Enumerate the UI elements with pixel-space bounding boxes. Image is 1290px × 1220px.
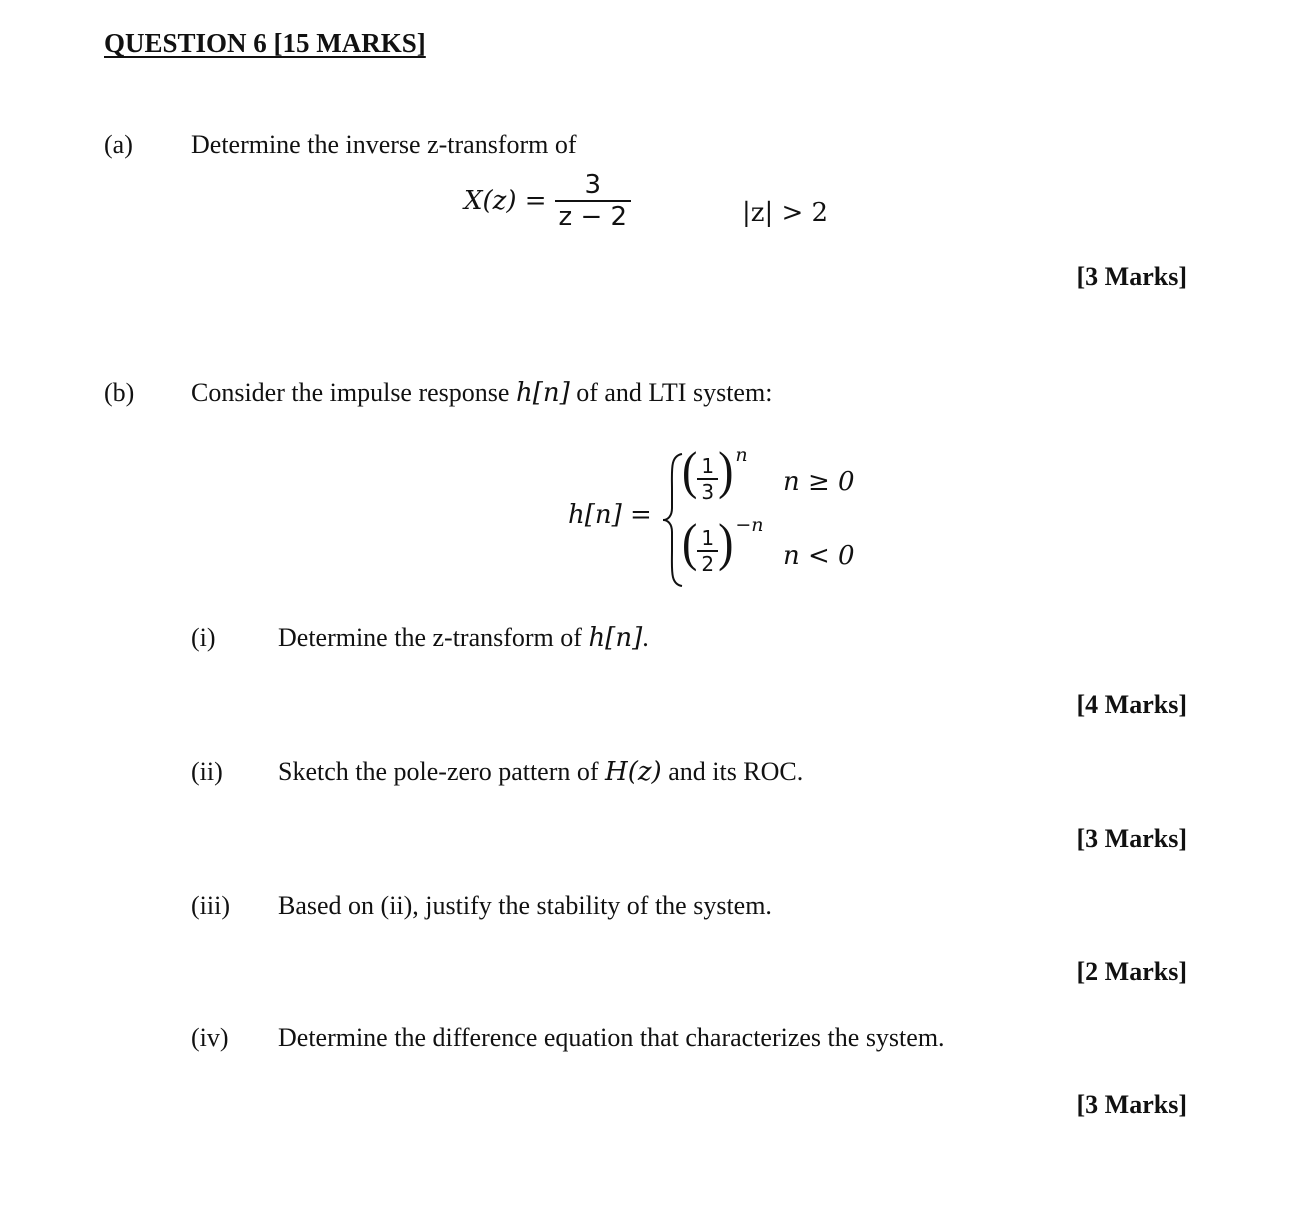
part-b-prompt <box>191 378 772 408</box>
subpart-i-text: Determine the z-transform of h[n]. <box>278 623 649 653</box>
piecewise-case-2 <box>682 513 764 576</box>
case-2-exponent: −n <box>735 514 764 536</box>
part-a-fraction <box>555 170 632 232</box>
subpart-iii-label: (iii) <box>191 891 230 920</box>
part-a-label: (a) <box>104 130 133 159</box>
subpart-i-marks: [4 Marks] <box>1076 690 1187 719</box>
subpart-ii-marks: [3 Marks] <box>1076 824 1187 853</box>
case-1-fraction <box>697 454 718 504</box>
part-b-prompt-post: of and LTI system: <box>569 378 773 407</box>
subpart-ii-text: Sketch the pole-zero pattern of H(z) and its ROC. <box>278 757 804 787</box>
part-a-marks: [3 Marks] <box>1076 262 1187 291</box>
subpart-i-label: (i) <box>191 623 216 652</box>
subpart-iv-text: Determine the difference equation that characterizes the system. <box>278 1023 945 1052</box>
case-2-fraction <box>697 526 718 576</box>
case-1-denominator: 3 <box>701 480 715 504</box>
subpart-iii-text: Based on (ii), justify the stability of the system. <box>278 891 772 920</box>
part-a-roc: |z| > 2 <box>742 198 829 228</box>
part-b-eq-lhs: h[n] = <box>568 500 652 530</box>
subpart-iv-label: (iv) <box>191 1023 229 1052</box>
question-heading: QUESTION 6 [15 MARKS] <box>104 28 426 58</box>
right-paren-2: ) <box>718 513 734 572</box>
part-a-prompt: Determine the inverse z-transform of <box>191 130 577 159</box>
part-b-prompt-var: h[n] <box>515 378 570 408</box>
right-paren-1: ) <box>718 441 734 500</box>
subpart-iii-marks: [2 Marks] <box>1076 957 1187 986</box>
subpart-ii-label: (ii) <box>191 757 223 786</box>
part-a-equation <box>464 170 631 232</box>
left-paren-2: ( <box>682 513 698 572</box>
left-paren-1: ( <box>682 441 698 500</box>
part-a-eq-lhs: X(z) = <box>464 186 547 216</box>
part-b-prompt-pre: Consider the impulse response <box>191 378 516 407</box>
part-a-numerator: 3 <box>584 170 602 200</box>
case-2-condition: n < 0 <box>783 541 855 571</box>
subpart-iv-marks: [3 Marks] <box>1076 1090 1187 1119</box>
case-2-denominator: 2 <box>701 552 715 576</box>
part-a-denominator: z − 2 <box>558 202 628 232</box>
part-b-label: (b) <box>104 378 135 407</box>
case-2-numerator: 1 <box>701 526 715 550</box>
piecewise-case-1 <box>682 441 748 504</box>
case-1-numerator: 1 <box>701 454 715 478</box>
case-1-exponent: n <box>735 444 748 466</box>
case-1-condition: n ≥ 0 <box>783 467 855 497</box>
